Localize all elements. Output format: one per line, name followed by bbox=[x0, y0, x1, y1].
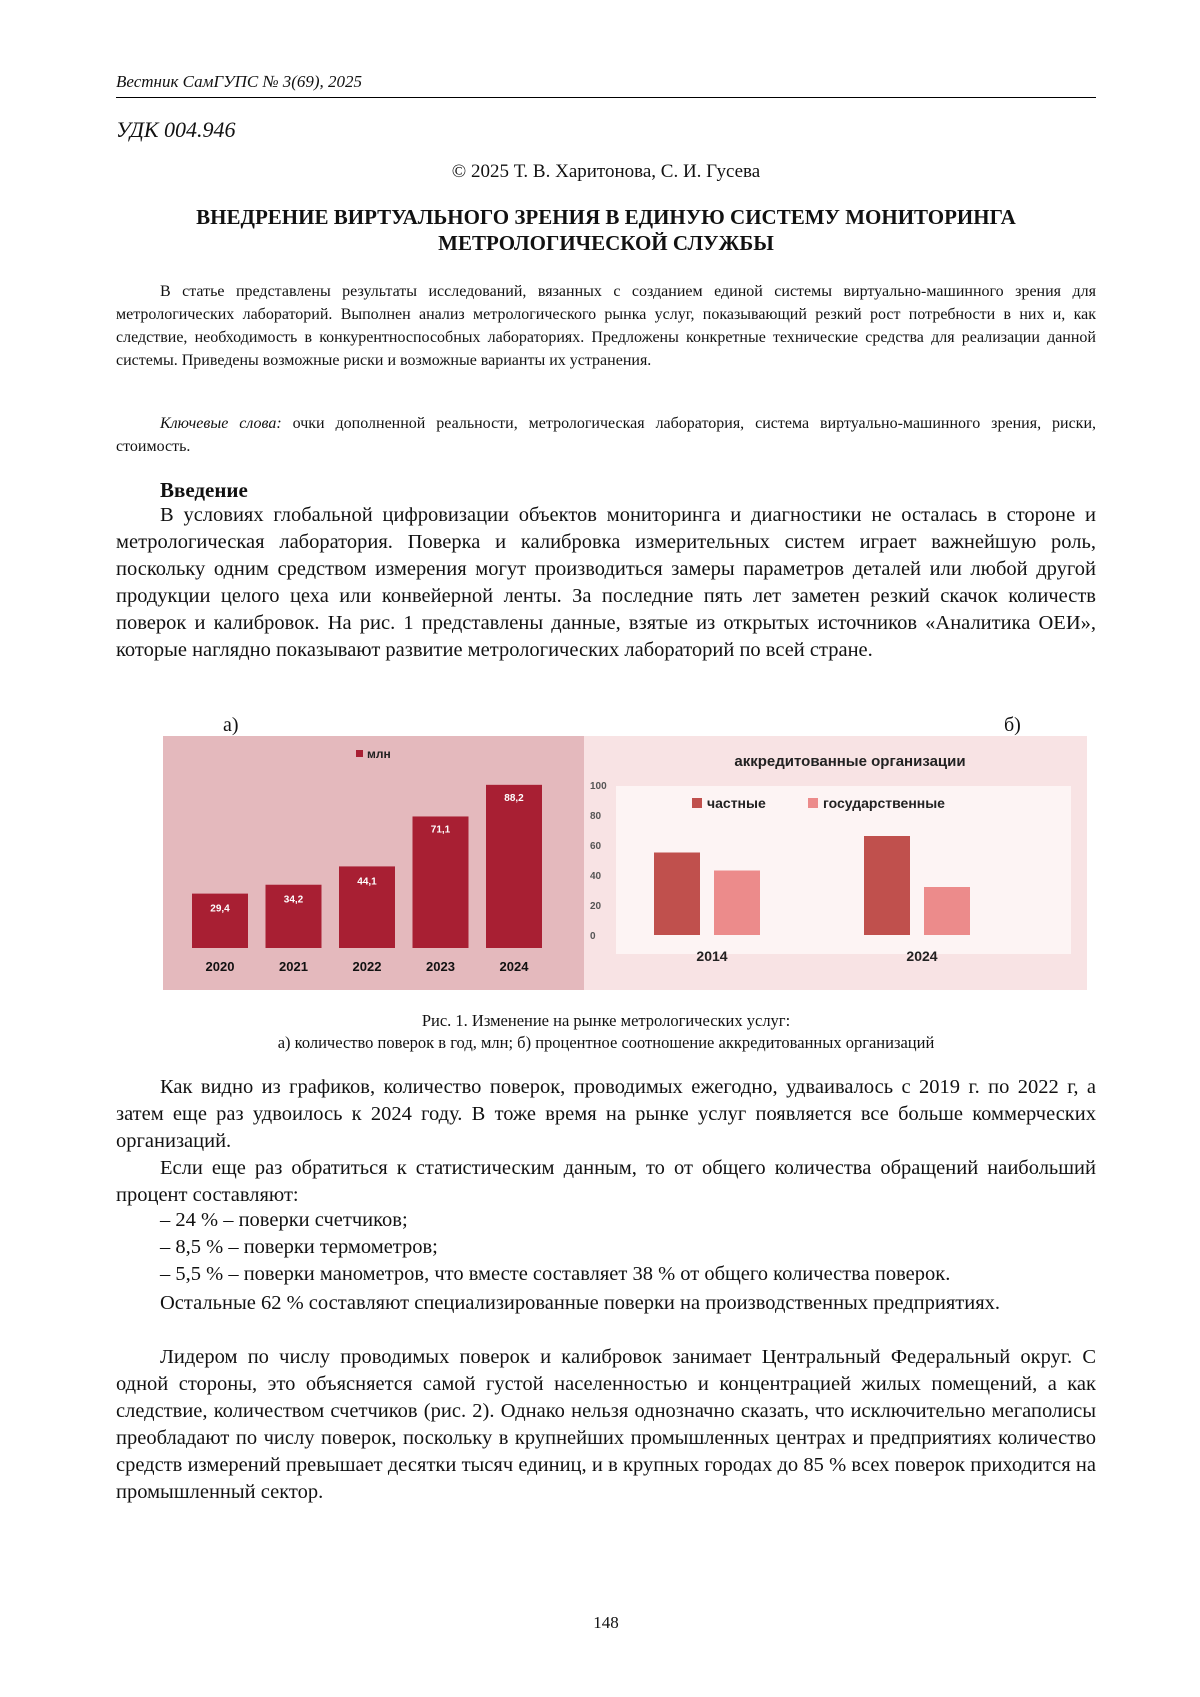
y-tick-label: 40 bbox=[590, 871, 602, 882]
x-tick-label: 2021 bbox=[279, 959, 308, 974]
bar-value-label: 88,2 bbox=[504, 792, 524, 804]
udk-code: УДК 004.946 bbox=[116, 117, 236, 142]
bar-2023 bbox=[413, 816, 469, 948]
caption-line: а) количество поверок в год, млн; б) процентное соотношение аккредитованных организаций bbox=[277, 1033, 935, 1052]
keywords bbox=[116, 412, 1096, 458]
x-tick-label: 2014 bbox=[696, 948, 728, 964]
journal-header: Вестник СамГУПС № 3(69), 2025 bbox=[116, 72, 363, 91]
header-rule bbox=[116, 97, 1096, 98]
authors: © 2025 Т. В. Харитонова, С. И. Гусева bbox=[451, 161, 761, 182]
figure-label-b: б) bbox=[1004, 714, 1021, 736]
y-tick-label: 100 bbox=[590, 781, 607, 792]
legend-label-state: государственные bbox=[823, 795, 945, 811]
x-tick-label: 2022 bbox=[352, 959, 382, 974]
bar-2024-private bbox=[864, 836, 910, 935]
intro-paragraph: В условиях глобальной цифровизации объектов мониторинга и диагностики не осталась в стороне и метрологическая лаборатория. Поверка и калибровка измерительных систем играет важнейшую роль, поскольку одним средством измерения могут производиться замеры параметров деталей или любой другой продукции целого цеха или конвейерной ленты. За последние пять лет заметен резкий скачок количеств поверок и калибровок. На рис. 1 представлены данные, взятые из открытых источников «Аналитика ОЕИ», которые наглядно показывают развитие метрологических лабораторий по всей стране. bbox=[116, 504, 1096, 661]
figure-caption bbox=[116, 1010, 1096, 1054]
chart-b bbox=[584, 736, 1087, 990]
list-item: – 5,5 % – поверки манометров, что вместе составляет 38 % от общего количества поверок. bbox=[160, 1263, 951, 1285]
chart-a-legend-label: млн bbox=[367, 747, 391, 761]
figure-label-a: а) bbox=[223, 714, 239, 736]
y-tick-label: 0 bbox=[590, 931, 596, 942]
bar-2024 bbox=[486, 785, 542, 948]
y-tick-label: 20 bbox=[590, 901, 602, 912]
bar-value-label: 29,4 bbox=[210, 903, 230, 915]
y-tick-label: 80 bbox=[590, 811, 602, 822]
paragraph: Как видно из графиков, количество поверок, проводимых ежегодно, удваивалось с 2019 г. по 2022 г, а затем еще раз удвоилось к 2024 году. В тоже время на рынке услуг появляется все больше коммерческих организаций. bbox=[116, 1076, 1096, 1152]
paragraph: Если еще раз обратиться к статистическим данным, то от общего количества обращений наибольший процент составляют: bbox=[116, 1157, 1096, 1206]
bar-value-label: 34,2 bbox=[283, 894, 304, 906]
chart-a-legend-swatch bbox=[356, 750, 363, 757]
article-title bbox=[116, 204, 1096, 256]
x-tick-label: 2024 bbox=[499, 959, 529, 974]
keywords-label: Ключевые слова: bbox=[160, 415, 282, 432]
legend-swatch-private bbox=[692, 798, 702, 808]
list-item: – 24 % – поверки счетчиков; bbox=[160, 1209, 408, 1231]
chart-b-title: аккредитованные организации bbox=[734, 753, 966, 770]
legend-swatch-state bbox=[808, 798, 818, 808]
y-tick-label: 60 bbox=[590, 841, 602, 852]
caption-line: Рис. 1. Изменение на рынке метрологических услуг: bbox=[421, 1011, 791, 1030]
chart-a bbox=[163, 736, 584, 990]
intro-heading: Введение bbox=[160, 478, 248, 502]
x-tick-label: 2024 bbox=[906, 948, 938, 964]
page-number: 148 bbox=[593, 1613, 619, 1632]
title-line: ВНЕДРЕНИЕ ВИРТУАЛЬНОГО ЗРЕНИЯ В ЕДИНУЮ СИСТЕМУ МОНИТОРИНГА bbox=[196, 205, 1016, 229]
x-tick-label: 2023 bbox=[426, 959, 455, 974]
paragraph: Остальные 62 % составляют специализированные поверки на производственных предприятиях. bbox=[160, 1292, 1001, 1314]
keywords-text: очки дополненной реальности, метрологическая лаборатория, система виртуально-машинного зрения, риски, стоимость. bbox=[116, 415, 1097, 455]
bar-2014-private bbox=[654, 853, 700, 936]
bar-value-label: 44,1 bbox=[357, 876, 377, 888]
bar-2014-state bbox=[714, 871, 760, 936]
list-item: – 8,5 % – поверки термометров; bbox=[160, 1236, 438, 1258]
x-tick-label: 2020 bbox=[205, 959, 235, 974]
bar-value-label: 71,1 bbox=[430, 824, 451, 836]
paragraph: Лидером по числу проводимых поверок и калибровок занимает Центральный Федеральный округ. С одной стороны, это объясняется самой густой населенностью и концентрацией жилых помещений, а как следствие, количеством счетчиков (рис. 2). Однако нельзя однозначно сказать, что исключительно мегаполисы преобладают по числу поверок, поскольку в крупнейших промышленных центрах и предприятиях количество средств измерений превышает десятки тысяч единиц, и в крупных городах до 85 % всех поверок приходится на промышленный сектор. bbox=[116, 1346, 1096, 1503]
bar-2020 bbox=[192, 894, 248, 948]
bar-2024-state bbox=[924, 887, 970, 935]
abstract: В статье представлены результаты исследований, вязанных с созданием единой системы виртуально-машинного зрения для метрологических лабораторий. Выполнен анализ метрологического рынка услуг, показывающий резкий рост потребности в них и, как следствие, необходимость в конкурентноспособных лабораториях. Предложены конкретные технические средства для реализации данной системы. Приведены возможные риски и возможные варианты их устранения. bbox=[116, 283, 1096, 369]
title-line: МЕТРОЛОГИЧЕСКОЙ СЛУЖБЫ bbox=[438, 231, 774, 255]
legend-label-private: частные bbox=[707, 795, 766, 811]
